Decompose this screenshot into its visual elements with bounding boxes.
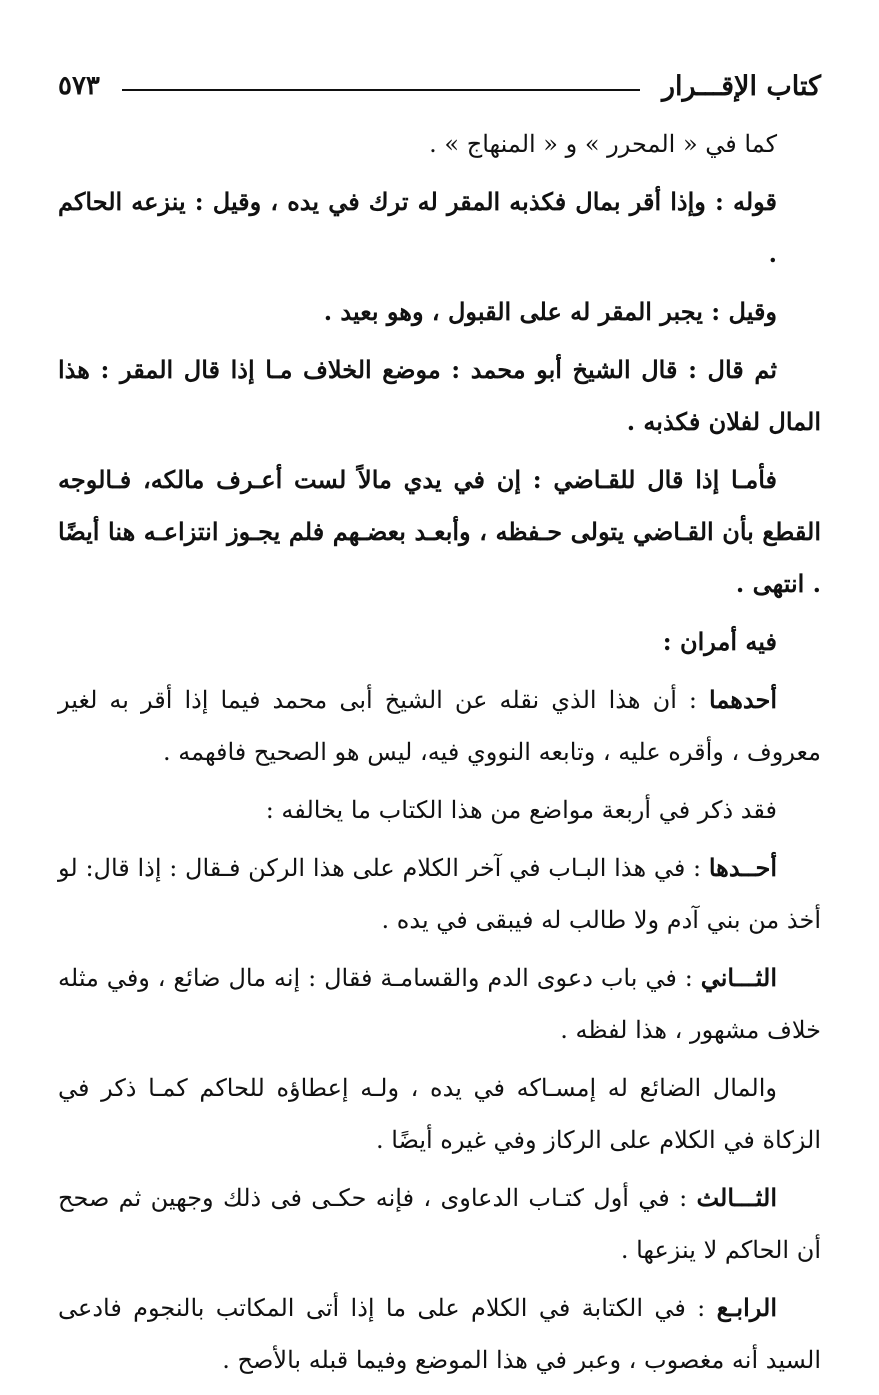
running-header xyxy=(58,62,821,110)
paragraph-6 xyxy=(58,616,821,668)
paragraph-12 xyxy=(58,1172,821,1276)
paragraph-lead: أحــدها xyxy=(708,853,777,882)
page-number: ٥٧٣ xyxy=(58,71,100,101)
paragraph-5 xyxy=(58,454,821,610)
paragraph-text: كما في « المحرر » و « المنهاج » . xyxy=(429,130,777,158)
paragraph-13 xyxy=(58,1282,821,1386)
paragraph-4 xyxy=(58,344,821,448)
paragraph-text: وقيل : يجبر المقر له على القبول ، وهو بعيد . xyxy=(323,297,777,326)
header-rule xyxy=(122,89,640,91)
paragraph-2 xyxy=(58,176,821,280)
book-title: كتاب الإقـــرار xyxy=(661,70,821,102)
paragraph-text: : في أول كتـاب الدعاوى ، فإنه حكـى فى ذلك وجهين ثم صحح أن الحاكم لا ينزعها . xyxy=(58,1184,821,1264)
paragraph-text: فأمـا إذا قال للقـاضي : إن في يدي مالاً لست أعـرف مالكه، فـالوجه القطع بأن القـاضي يتولى حـفظه ، وأبعـد بعضـهم فلم يجـوز انتزاعـه هنا أيضًا . انتهى . xyxy=(58,465,821,598)
paragraph-text: : في باب دعوى الدم والقسامـة فقال : إنه مال ضائع ، وفي مثله خلاف مشهور ، هذا لفظه . xyxy=(58,964,821,1044)
paragraph-text: والمال الضائع له إمسـاكه في يده ، ولـه إعطاؤه للحاكم كمـا ذكر في الزكاة في الكلام على الركاز وفي غيره أيضًا . xyxy=(58,1074,821,1154)
paragraph-3 xyxy=(58,286,821,338)
paragraph-text: : في الكتابة في الكلام على ما إذا أتى المكاتب بالنجوم فادعى السيد أنه مغصوب ، وعبر في هذا الموضع وفيما قبله بالأصح . xyxy=(58,1294,821,1374)
paragraph-text: : أن هذا الذي نقله عن الشيخ أبى محمد فيما إذا أقر به لغير معروف ، وأقره عليه ، وتابعه النووي فيه، ليس هو الصحيح فافهمه . xyxy=(58,686,821,766)
paragraph-text: : في هذا البـاب في آخر الكلام على هذا الركن فـقال : إذا قال: لو أخذ من بني آدم ولا طالب له فيبقى في يده . xyxy=(58,854,821,934)
paragraph-text: ثم قال : قال الشيخ أبو محمد : موضع الخلاف مـا إذا قال المقر : هذا المال لفلان فكذبه . xyxy=(58,355,821,436)
paragraph-text: فيه أمران : xyxy=(662,627,777,656)
paragraph-1 xyxy=(58,118,821,170)
paragraph-lead: الثـــاني xyxy=(700,963,777,992)
paragraph-text: فقد ذكر في أربعة مواضع من هذا الكتاب ما يخالفه : xyxy=(265,796,777,824)
paragraph-7 xyxy=(58,674,821,778)
paragraph-8 xyxy=(58,784,821,836)
page-body xyxy=(58,118,821,1386)
paragraph-lead: أحدهما xyxy=(709,685,777,714)
paragraph-11 xyxy=(58,1062,821,1166)
paragraph-10 xyxy=(58,952,821,1056)
paragraph-9 xyxy=(58,842,821,946)
paragraph-lead: الثـــالث xyxy=(696,1183,777,1212)
paragraph-text: قوله : وإذا أقر بمال فكذبه المقر له ترك في يده ، وقيل : ينزعه الحاكم . xyxy=(58,187,777,268)
paragraph-lead: الرابـع xyxy=(716,1293,777,1322)
